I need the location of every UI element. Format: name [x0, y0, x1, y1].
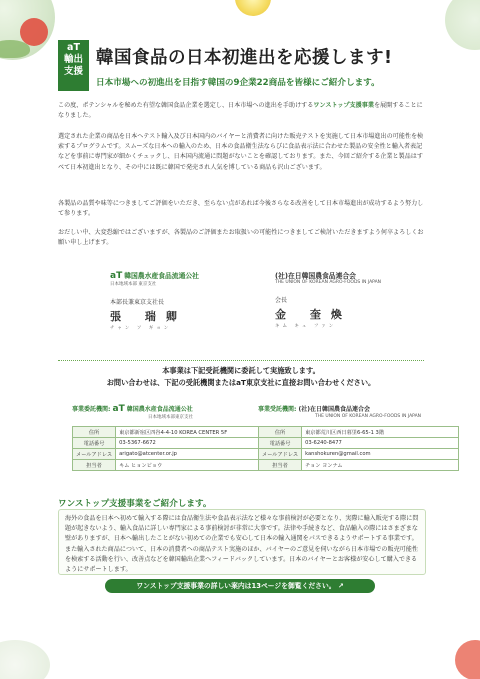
at-logo-icon: aT	[112, 404, 125, 414]
dish-bottom-decoration	[0, 640, 50, 679]
contact-row-value: 03-6240-8477	[302, 438, 459, 449]
page-subtitle: 日本市場への初進出を目指す韓国の9企業22商品を皆様にご紹介します。	[96, 78, 380, 88]
intro-paragraph-4: おだしい中、大変恐縮ではございますが、各製品のご評価またお取扱いの可能性につきましてご検討いただきますよう何卒よろしくお願い申し上げます。	[58, 229, 424, 247]
contact-left-table	[72, 426, 273, 471]
lemon-decoration	[235, 0, 271, 16]
contact-row	[73, 438, 273, 449]
contact-row-key: メールアドレス	[73, 449, 116, 460]
intro-paragraph-3: 各製品の品質や味等につきましてご評価をいただき、至らない点があれば今後さらなる改善をして日本市場進出が成功するよう努力して参ります。	[58, 200, 424, 218]
contact-row-value: arigato@atcenter.or.jp	[116, 449, 273, 460]
signature-right-kana: キム キュ ファン	[275, 324, 337, 329]
contact-row-key: 電話番号	[259, 438, 302, 449]
intro-paragraph-2: 選定された企業の商品を日本へテスト輸入及び日本国内のバイヤーと消費者に向けた販売テストを実施して日本市場進出の可能性を検索するプログラムです。スムーズな日本への輸入のため、日本の食品衛生法ならびに食品表示法に合わせた製品の安全性と輸入者表記などを事前に専門家が細かくチェックし、日本国内流通に問題がないことを確認しております。また、今回ご紹介する企業と製品はすべて日本初進出となり、その中には既に韓国で発売され人気を博している商品も沢山ございます。	[58, 133, 424, 171]
signature-right-role: 会長	[275, 297, 288, 304]
contact-left-title: 事業委託機関: aT 韓国農水産食品流通公社	[72, 404, 193, 414]
contact-row-value: 東京都新宿区四谷4-4-10 KOREA CENTER 5F	[116, 427, 273, 438]
onestop-heading: ワンストップ支援事業をご紹介します。	[58, 499, 212, 509]
signature-left-kana: チャン ソ ギョン	[110, 326, 172, 331]
intro-paragraph-1: この度、ポテンシャルを秘めた有望な韓国食品企業を選定し、日本市場への進出を手助けするワンストップ支援事業を展開することになりました。	[58, 102, 423, 120]
contact-left-sub: 日本地域本部東京支社	[148, 415, 193, 420]
onestop-details-button[interactable]: ワンストップ支援事業の詳しい案内は13ページを御覧ください。 ↗	[105, 579, 375, 593]
contact-row-value: 東京都荒川区西日暮里6-65-1 3階	[302, 427, 459, 438]
vegetable-decoration	[445, 0, 480, 50]
signature-right-org: (社)在日韓国農食品連合会	[275, 272, 356, 280]
notice-line-1: 本事業は下記受託機関に委託して実施致します。	[162, 366, 320, 375]
contact-row	[259, 427, 459, 438]
section-divider	[58, 360, 424, 361]
contact-row-key: メールアドレス	[259, 449, 302, 460]
contact-row-value: 03-5367-6672	[116, 438, 273, 449]
signature-left-sub: 日本地域本部 東京支社	[110, 282, 157, 287]
signature-right-name: 金 奎煥	[275, 308, 352, 321]
leaf-decoration	[0, 40, 30, 58]
at-logo-icon: aT	[110, 271, 123, 281]
at-export-support-badge: aT 輸出 支援	[58, 40, 89, 91]
contact-row-key: 電話番号	[73, 438, 116, 449]
page-title: 韓国食品の日本初進出を応援します!	[96, 48, 393, 68]
signature-left-name: 張 瑞卿	[110, 310, 187, 323]
contact-row	[259, 438, 459, 449]
contact-right-table	[258, 426, 459, 471]
signature-left-org: aT 韓国農水産食品流通公社	[110, 271, 199, 281]
contact-row	[73, 460, 273, 471]
contact-row	[73, 449, 273, 460]
signature-left	[110, 270, 199, 331]
onestop-body: 海外の食品を日本へ初めて輸入する際には食品衛生法や食品表示法など様々な事前検討が必要となり、実際に輸入販売する際に問題が起きないよう、輸入食品に詳しい専門家による事前検討が非常に大事です。法律や手続きなど、食品輸入の際にはさまざまな壁がありますが、日本へ輸出したことがない初めての企業でも安心して日本の輸入通関をパスできるようサポートする事業です。また輸入された商品について、日本の消費者への商品テスト実施のほか、バイヤーのご意見を伺いながら日本市場での販売可能性を検索する活動を行い、改善点などを韓国輸出企業へフィードバックしています。日本のバイヤーとお客様が安心して購入できるようにサポートします。	[65, 515, 419, 574]
contact-row-value: kanshokuren@gmail.com	[302, 449, 459, 460]
signature-left-role: 本部長兼東京支社長	[110, 299, 165, 306]
contact-row-value: キム ヒョンビョウ	[116, 460, 273, 471]
contact-row	[259, 460, 459, 471]
contact-row	[73, 427, 273, 438]
signature-right	[275, 270, 381, 329]
signature-right-sub: THE UNION OF KOREAN AGRO-FOODS IN JAPAN	[275, 280, 382, 285]
onestop-box	[58, 509, 426, 575]
notice-text	[58, 365, 424, 389]
contact-row-key: 住所	[73, 427, 116, 438]
external-link-icon: ↗	[337, 582, 344, 590]
contact-row-value: チョン ヨンナム	[302, 460, 459, 471]
contact-right-title: 事業受託機関: (社)在日韓国農食品連合会	[258, 406, 370, 413]
contact-right-sub: THE UNION OF KOREAN AGRO-FOODS IN JAPAN	[315, 414, 422, 419]
contact-row-key: 担当者	[73, 460, 116, 471]
contact-row	[259, 449, 459, 460]
tomato-bottom-decoration	[455, 640, 480, 679]
notice-line-2: お問い合わせは、下記の受託機関またはaT東京支社に直接お問い合わせください。	[106, 378, 376, 387]
contact-row-key: 担当者	[259, 460, 302, 471]
contact-row-key: 住所	[259, 427, 302, 438]
